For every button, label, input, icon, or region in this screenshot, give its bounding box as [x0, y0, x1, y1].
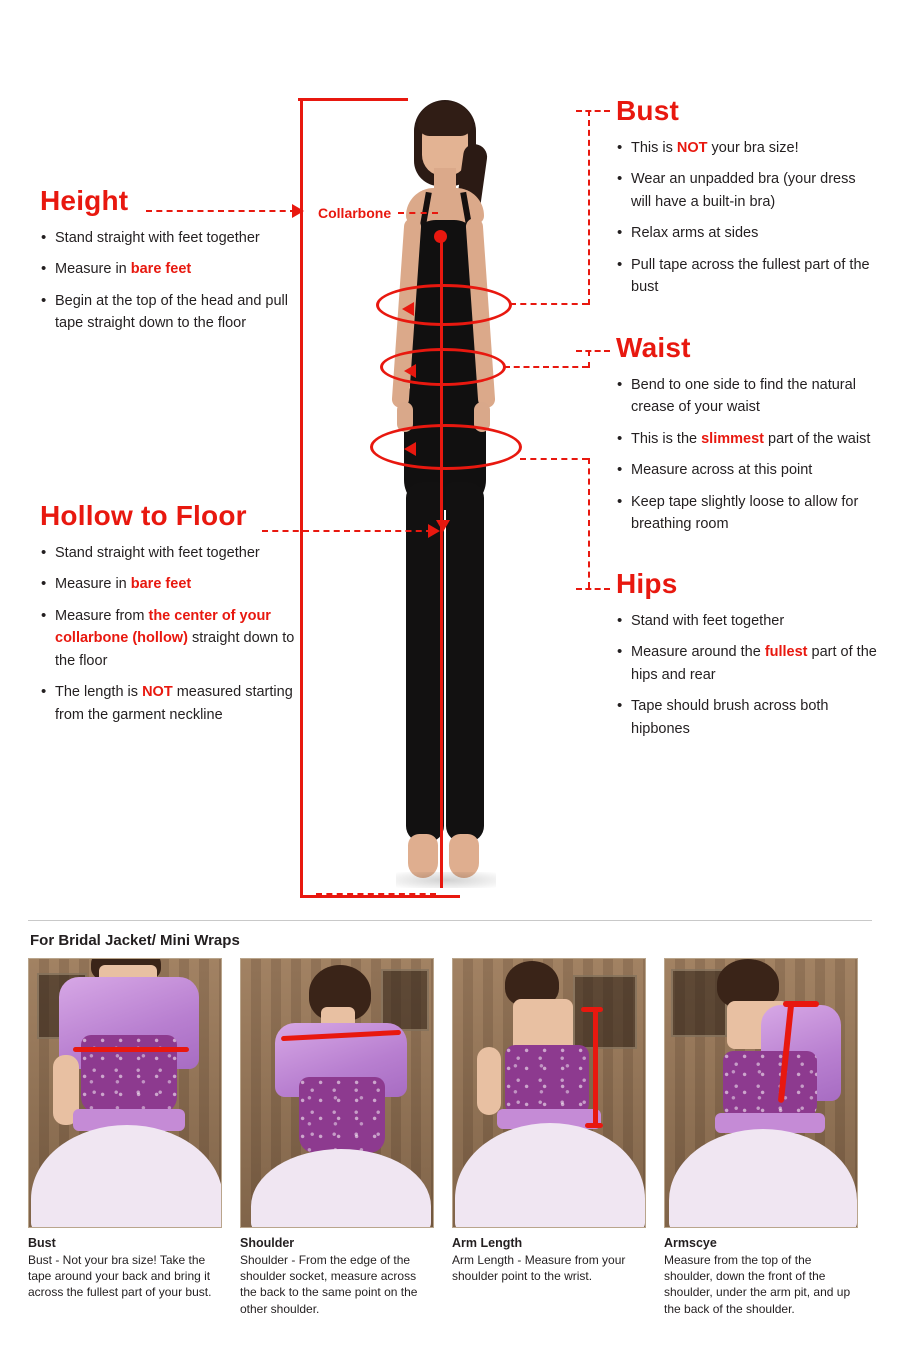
hips-label-dash	[576, 588, 610, 590]
section-waist	[616, 332, 888, 545]
jacket-card-shoulder-title: Shoulder	[240, 1236, 295, 1250]
jacket-card-shoulder-caption: Shoulder - From the edge of the shoulder socket, measure across the back to the same point on the other shoulder.	[240, 1253, 418, 1316]
model-hair-top	[418, 102, 472, 136]
waist-ellipse-arrow	[404, 364, 416, 378]
model-arm	[477, 1047, 501, 1115]
section-height	[40, 185, 305, 344]
hips-ellipse-arrow	[404, 442, 416, 456]
bust-ellipse-arrow	[402, 302, 414, 316]
list-item: • Measure around the fullest part of the hips and rear	[616, 641, 878, 686]
collarbone-leader-dash	[398, 212, 438, 214]
hips-leader-dash-h	[520, 458, 588, 460]
jacket-photo-armscye	[664, 958, 858, 1228]
height-floor-dashed	[316, 893, 436, 895]
arm-length-top-tick	[581, 1007, 603, 1012]
armscye-measure-top	[783, 1001, 819, 1007]
section-bust-title: Bust	[616, 95, 680, 126]
collarbone-label: Collarbone	[318, 205, 392, 221]
dress-bodice	[505, 1045, 589, 1119]
list-item: • Stand straight with feet together	[40, 227, 305, 249]
waist-label-dash	[576, 350, 610, 352]
bridal-jacket-title: For Bridal Jacket/ Mini Wraps	[30, 932, 240, 949]
jacket-photo-shoulder	[240, 958, 434, 1228]
background-frame	[381, 969, 429, 1031]
list-item: • This is NOT your bra size!	[616, 137, 878, 159]
waist-measure-ellipse	[380, 348, 506, 386]
jacket-card-bust-caption: Bust - Not your bra size! Take the tape around your back and bring it across the fullest part of your bust.	[28, 1253, 212, 1300]
jacket-photo-bust	[28, 958, 222, 1228]
list-item: • Stand with feet together	[616, 610, 878, 632]
list-item: • Relax arms at sides	[616, 222, 878, 244]
jacket-card-arm-length	[452, 958, 646, 1317]
bust-leader-dash-h	[510, 303, 588, 305]
jacket-photo-arm-length	[452, 958, 646, 1228]
jacket-card-list	[28, 958, 872, 1317]
hips-leader-dash-v	[588, 458, 590, 588]
jacket-card-bust	[28, 958, 222, 1317]
background-frame	[573, 975, 637, 1049]
hollow-to-floor-line	[440, 238, 443, 888]
list-item: • Begin at the top of the head and pull tape straight down to the floor	[40, 290, 305, 335]
dress-bodice	[723, 1051, 817, 1121]
bust-label-dash	[576, 110, 610, 112]
section-hollow-to-floor	[40, 500, 315, 735]
list-item: • Pull tape across the fullest part of the bust	[616, 254, 878, 299]
list-item: • Measure in bare feet	[40, 258, 305, 280]
jacket-card-arm-length-title: Arm Length	[452, 1236, 523, 1250]
list-item: • Keep tape slightly loose to allow for breathing room	[616, 491, 888, 536]
bust-leader-dash-v	[588, 110, 590, 305]
model-shadow	[396, 872, 496, 888]
section-hips-list	[616, 610, 878, 740]
section-height-list	[40, 227, 305, 335]
jacket-card-shoulder	[240, 958, 434, 1317]
section-hollow-to-floor-list	[40, 542, 315, 726]
bust-measure-ellipse	[376, 284, 512, 326]
hips-measure-ellipse	[370, 424, 522, 470]
height-top-tick	[298, 98, 408, 101]
list-item: • This is the slimmest part of the waist	[616, 428, 888, 450]
section-bust	[616, 95, 878, 308]
jacket-card-armscye-title: Armscye	[664, 1236, 717, 1250]
collarbone-point-dot	[434, 230, 447, 243]
jacket-card-arm-length-caption: Arm Length - Measure from your shoulder point to the wrist.	[452, 1253, 626, 1284]
jacket-card-armscye-caption: Measure from the top of the shoulder, down the front of the shoulder, under the arm pit, and up the back of the shoulder.	[664, 1253, 851, 1316]
waist-leader-dash-v	[588, 350, 590, 368]
list-item: • Bend to one side to find the natural crease of your waist	[616, 374, 888, 419]
list-item: • Tape should brush across both hipbones	[616, 695, 878, 740]
jacket-card-armscye	[664, 958, 858, 1317]
list-item: • The length is NOT measured starting from the garment neckline	[40, 681, 315, 726]
height-bottom-tick	[300, 895, 460, 898]
section-hollow-to-floor-title: Hollow to Floor	[40, 500, 247, 531]
list-item: • Measure across at this point	[616, 459, 888, 481]
section-divider	[28, 920, 872, 921]
list-item: • Wear an unpadded bra (your dress will have a built-in bra)	[616, 168, 878, 213]
jacket-card-bust-title: Bust	[28, 1236, 56, 1250]
waist-leader-dash-h	[504, 366, 588, 368]
list-item: • Measure from the center of your collarbone (hollow) straight down to the floor	[40, 605, 315, 672]
section-waist-list	[616, 374, 888, 536]
arm-length-bottom-tick	[585, 1123, 603, 1128]
model-leg-right	[446, 482, 484, 842]
section-hips	[616, 568, 878, 749]
section-hips-title: Hips	[616, 568, 678, 599]
section-bust-list	[616, 137, 878, 299]
section-height-title: Height	[40, 185, 129, 216]
arm-length-measure-line	[593, 1007, 598, 1127]
section-waist-title: Waist	[616, 332, 691, 363]
bust-measure-line	[73, 1047, 189, 1052]
hollow-leader-arrow	[428, 524, 440, 538]
list-item: • Measure in bare feet	[40, 573, 315, 595]
dress-bodice-back	[299, 1077, 385, 1153]
list-item: • Stand straight with feet together	[40, 542, 315, 564]
